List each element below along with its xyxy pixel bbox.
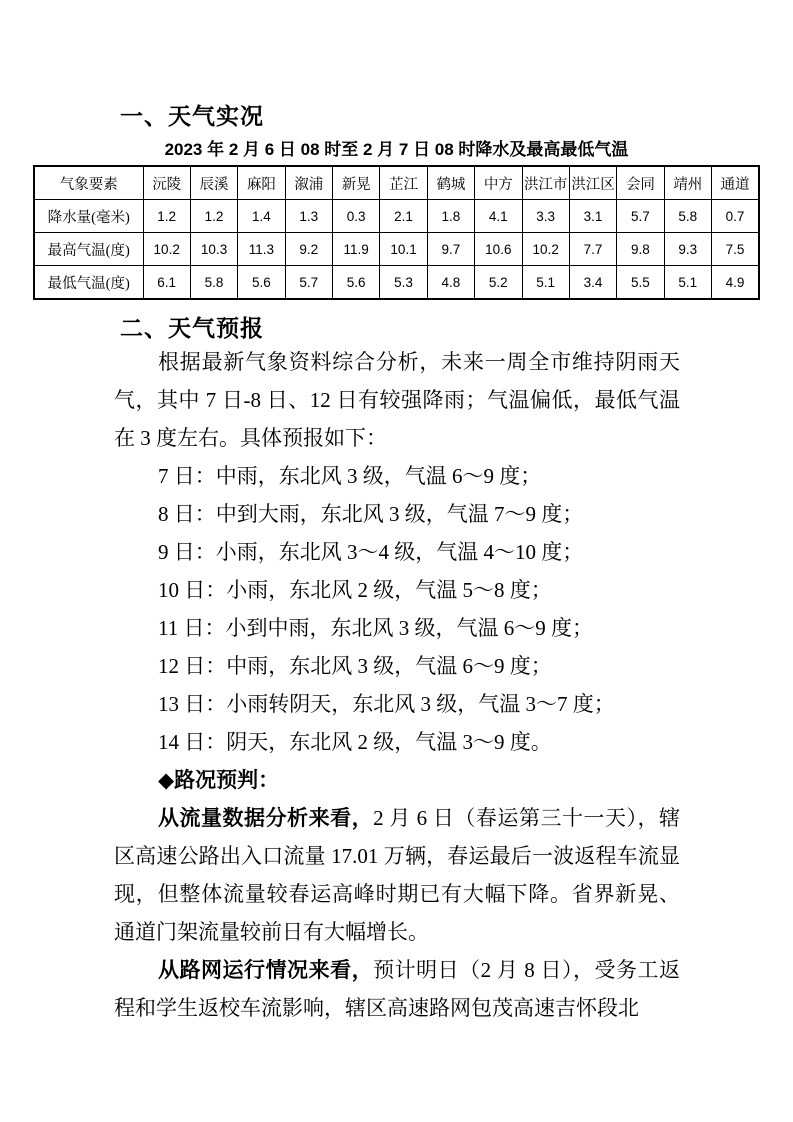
value-cell: 11.3: [238, 233, 285, 266]
header-cell: 气象要素: [34, 166, 143, 200]
table-header-row: [34, 166, 759, 200]
value-cell: 3.4: [569, 266, 616, 300]
value-cell: 10.2: [143, 233, 190, 266]
network-analysis-paragraph: [114, 951, 680, 1027]
forecast-intro-paragraph: 根据最新气象资料综合分析，未来一周全市维持阴雨天气，其中 7 日-8 日、12 日有较强降雨；气温偏低，最低气温在 3 度左右。具体预报如下：: [114, 350, 680, 450]
forecast-item-day8: 8 日：中到大雨，东北风 3 级，气温 7～9 度；: [158, 502, 584, 526]
header-cell: 洪江市: [522, 166, 569, 200]
value-cell: 9.7: [427, 233, 474, 266]
table-row-max-temp: [34, 233, 759, 266]
value-cell: 3.3: [522, 200, 569, 233]
header-cell: 麻阳: [238, 166, 285, 200]
table-row-precipitation: [34, 200, 759, 233]
weather-table: [33, 165, 760, 300]
value-cell: 9.8: [617, 233, 664, 266]
header-cell: 通道: [712, 166, 760, 200]
value-cell: 5.7: [617, 200, 664, 233]
weather-table-title: 2023 年 2 月 6 日 08 时至 2 月 7 日 08 时降水及最高最低气温: [164, 140, 629, 159]
value-cell: 4.8: [427, 266, 474, 300]
forecast-body: [114, 343, 680, 1027]
value-cell: 9.2: [285, 233, 332, 266]
value-cell: 3.1: [569, 200, 616, 233]
forecast-item-day12: 12 日：中雨，东北风 3 级，气温 6～9 度；: [158, 654, 552, 678]
traffic-paragraph-lead: 从流量数据分析来看，: [158, 806, 374, 830]
value-cell: 10.1: [380, 233, 427, 266]
header-cell: 辰溪: [190, 166, 237, 200]
row-label-cell: 最低气温(度): [34, 266, 143, 300]
value-cell: 10.2: [522, 233, 569, 266]
header-cell: 会同: [617, 166, 664, 200]
value-cell: 7.5: [712, 233, 760, 266]
value-cell: 5.1: [522, 266, 569, 300]
value-cell: 1.8: [427, 200, 474, 233]
section1-heading: 一、天气实况: [120, 103, 264, 129]
header-cell: 鹤城: [427, 166, 474, 200]
value-cell: 5.3: [380, 266, 427, 300]
value-cell: 11.9: [333, 233, 380, 266]
header-cell: 中方: [475, 166, 522, 200]
header-cell: 洪江区: [569, 166, 616, 200]
road-conditions-heading: ◆路况预判：: [158, 768, 280, 792]
value-cell: 1.2: [143, 200, 190, 233]
value-cell: 1.2: [190, 200, 237, 233]
value-cell: 5.7: [285, 266, 332, 300]
value-cell: 5.6: [333, 266, 380, 300]
value-cell: 5.8: [190, 266, 237, 300]
row-label-cell: 降水量(毫米): [34, 200, 143, 233]
value-cell: 6.1: [143, 266, 190, 300]
value-cell: 0.3: [333, 200, 380, 233]
value-cell: 10.3: [190, 233, 237, 266]
value-cell: 5.5: [617, 266, 664, 300]
traffic-paragraph-text: 2 月 6 日（春运第三十一天），辖区高速公路出入口流量 17.01 万辆，春运最后一波返程车流显现，但整体流量较春运高峰时期已有大幅下降。省界新晃、通道门架流量较前日有大幅增长。: [114, 806, 681, 944]
value-cell: 5.8: [664, 200, 711, 233]
value-cell: 5.6: [238, 266, 285, 300]
table-row-min-temp: [34, 266, 759, 300]
forecast-item-day9: 9 日：小雨，东北风 3～4 级，气温 4～10 度；: [158, 540, 584, 564]
header-cell: 靖州: [664, 166, 711, 200]
forecast-item-day7: 7 日：中雨，东北风 3 级，气温 6～9 度；: [158, 464, 542, 488]
forecast-item-day13: 13 日：小雨转阴天，东北风 3 级，气温 3～7 度；: [158, 692, 615, 716]
value-cell: 7.7: [569, 233, 616, 266]
value-cell: 1.4: [238, 200, 285, 233]
row-label-cell: 最高气温(度): [34, 233, 143, 266]
value-cell: 5.2: [475, 266, 522, 300]
header-cell: 芷江: [380, 166, 427, 200]
header-cell: 溆浦: [285, 166, 332, 200]
value-cell: 4.9: [712, 266, 760, 300]
value-cell: 1.3: [285, 200, 332, 233]
network-paragraph-text: 预计明日（2 月 8 日），受务工返程和学生返校车流影响，辖区高速路网包茂高速吉怀段北: [114, 958, 681, 1020]
forecast-item-day10: 10 日：小雨，东北风 2 级，气温 5～8 度；: [158, 578, 552, 602]
value-cell: 9.3: [664, 233, 711, 266]
forecast-item-day11: 11 日：小到中雨，东北风 3 级，气温 6～9 度；: [158, 616, 593, 640]
value-cell: 2.1: [380, 200, 427, 233]
network-paragraph-lead: 从路网运行情况来看，: [158, 958, 374, 982]
header-cell: 新晃: [333, 166, 380, 200]
header-cell: 沅陵: [143, 166, 190, 200]
value-cell: 4.1: [475, 200, 522, 233]
forecast-item-day14: 14 日：阴天，东北风 2 级，气温 3～9 度。: [158, 730, 552, 754]
traffic-analysis-paragraph: [114, 799, 680, 951]
value-cell: 10.6: [475, 233, 522, 266]
section2-heading: 二、天气预报: [120, 315, 264, 341]
value-cell: 0.7: [712, 200, 760, 233]
value-cell: 5.1: [664, 266, 711, 300]
